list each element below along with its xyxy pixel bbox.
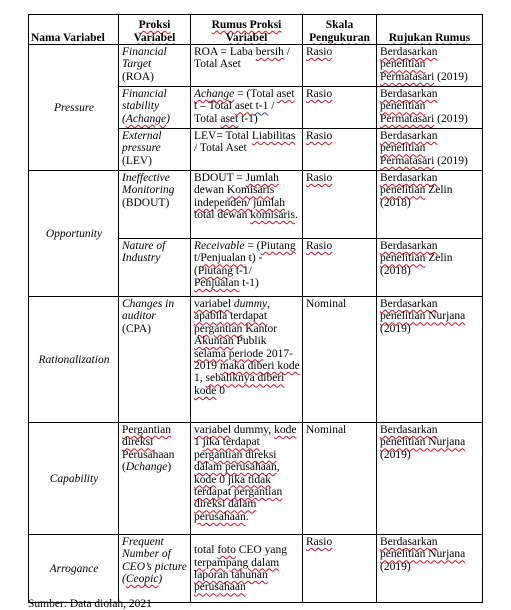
reference-cell: Berdasarkan penelitian Nurjana (2019) [377, 535, 483, 603]
group-rationalization: Rationalization [29, 297, 119, 423]
header-rumus-proksi: Rumus Proksi Variabel [191, 15, 303, 45]
header-nama-variabel: Nama Variabel [29, 15, 119, 45]
proxy-cell: Pergantian direksi Perusahaan (Dchange) [119, 423, 191, 535]
reference-cell: Berdasarkan penelitian Zelin (2018) [377, 239, 483, 297]
header-skala-pengukuran: Skala Pengukuran [303, 15, 377, 45]
proxy-cell: Changes in auditor (CPA) [119, 297, 191, 423]
table-row [29, 423, 483, 535]
reference-cell: Berdasarkan penelitian Permatasari (2019) [377, 45, 483, 87]
source-note: Sumber: Data diolah, 2021 [28, 598, 152, 610]
group-capability: Capability [29, 423, 119, 535]
header-proksi-variabel: Proksi Variabel [119, 15, 191, 45]
reference-cell: Berdasarkan penelitian Nurjana (2019) [377, 297, 483, 423]
header-row [29, 15, 483, 45]
formula-cell: ROA = Laba bersih / Total Aset [191, 45, 303, 87]
scale-cell: Rasio [303, 239, 377, 297]
proxy-cell: Nature of Industry [119, 239, 191, 297]
proxy-cell: Ineffective Monitoring (BDOUT) [119, 171, 191, 239]
scale-cell: Rasio [303, 45, 377, 87]
table-row [29, 45, 483, 87]
scale-cell: Rasio [303, 129, 377, 171]
header-rujukan-rumus: Rujukan Rumus [377, 15, 483, 45]
scale-cell: Nominal [303, 423, 377, 535]
formula-cell: variabel dummy, kode 1 jika terdapat pergantian direksi dalam perusahaan, kode 0 jika tidak terdapat pergantian direksi dalam perusahaan. [191, 423, 303, 535]
table-row [29, 535, 483, 603]
scale-cell: Rasio [303, 535, 377, 603]
formula-cell: Receivable = (Piutang t/Penjualan t) - (Piutang t-1/ Penjualan t-1) [191, 239, 303, 297]
group-arrogance: Arrogance [29, 535, 119, 603]
reference-cell: Berdasarkan penelitian Permatasari (2019) [377, 87, 483, 129]
reference-cell: Berdasarkan penelitian Zelin (2018) [377, 171, 483, 239]
reference-cell: Berdasarkan penelitian Nurjana (2019) [377, 423, 483, 535]
formula-cell: LEV= Total Liabilitas / Total Aset [191, 129, 303, 171]
formula-cell: Achange = (Total aset t – Total aset t-1 / Total aset t-1) [191, 87, 303, 129]
formula-cell: BDOUT = Jumlah dewan Komisaris independen/ jumlah total dewan komisaris. [191, 171, 303, 239]
group-pressure: Pressure [29, 45, 119, 171]
table-row [29, 171, 483, 239]
formula-cell: total foto CEO yang terpampang dalam laporan tahunan perusahaan [191, 535, 303, 603]
reference-cell: Berdasarkan penelitian Permatasari (2019) [377, 129, 483, 171]
table-row [29, 297, 483, 423]
proxy-cell: Frequent Number of CEO’s picture (Ceopic) [119, 535, 191, 603]
scale-cell: Rasio [303, 87, 377, 129]
proxy-cell: External pressure (LEV) [119, 129, 191, 171]
scale-cell: Rasio [303, 171, 377, 239]
variable-table [28, 14, 483, 603]
proxy-cell: Financial stability (Achange) [119, 87, 191, 129]
group-opportunity: Opportunity [29, 171, 119, 297]
formula-cell: variabel dummy, apabila terdapat pergantian Kantor Akuntan Publik selama periode 2017-2019 maka diberi kode 1, sebaliknya diberi kode 0 [191, 297, 303, 423]
proxy-cell: Financial Target (ROA) [119, 45, 191, 87]
scale-cell: Nominal [303, 297, 377, 423]
